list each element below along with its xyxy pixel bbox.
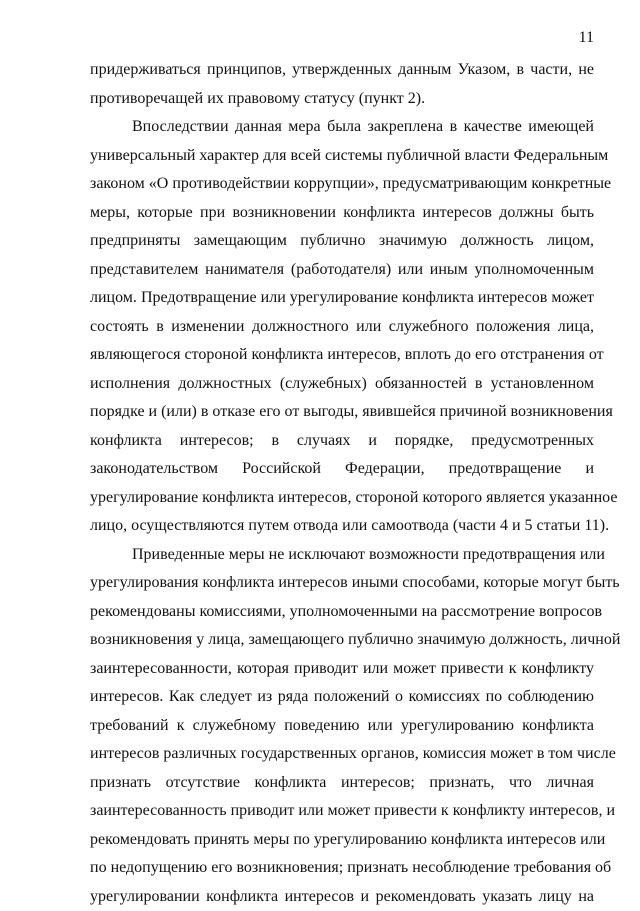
document-body <box>90 56 594 911</box>
text-line: урегулировании конфликта интересов и рекомендовать указать лицу на <box>90 883 594 911</box>
text-line: конфликта интересов; в случаях и порядке, предусмотренных <box>90 427 594 456</box>
text-line: заинтересованности, которая приводит или может привести к конфликту <box>90 655 594 684</box>
text-line: признать отсутствие конфликта интересов; признать, что личная <box>90 769 594 798</box>
text-line: Приведенные меры не исключают возможности предотвращения или <box>90 541 594 570</box>
text-line: представителем нанимателя (работодателя) или иным уполномоченным <box>90 256 594 285</box>
text-line: порядке и (или) в отказе его от выгоды, явившейся причиной возникновения <box>90 398 594 427</box>
text-line: рекомендовать принять меры по урегулированию конфликта интересов или <box>90 826 594 855</box>
text-line: придерживаться принципов, утвержденных данным Указом, в части, не <box>90 56 594 85</box>
text-line: являющегося стороной конфликта интересов, вплоть до его отстранения от <box>90 341 594 370</box>
text-line: возникновения у лица, замещающего публично значимую должность, личной <box>90 626 594 655</box>
text-line: рекомендованы комиссиями, уполномоченными на рассмотрение вопросов <box>90 598 594 627</box>
text-line: по недопущению его возникновения; признать несоблюдение требования об <box>90 854 594 883</box>
text-line: состоять в изменении должностного или служебного положения лица, <box>90 313 594 342</box>
text-line: лицо, осуществляются путем отвода или самоотвода (части 4 и 5 статьи 11). <box>90 512 594 541</box>
text-line: интересов различных государственных органов, комиссия может в том числе <box>90 740 594 769</box>
text-line: интересов. Как следует из ряда положений о комиссиях по соблюдению <box>90 683 594 712</box>
text-line: законом «О противодействии коррупции», предусматривающим конкретные <box>90 170 594 199</box>
text-line: законодательством Российской Федерации, предотвращение и <box>90 455 594 484</box>
text-line: исполнения должностных (служебных) обязанностей в установленном <box>90 370 594 399</box>
text-line: заинтересованность приводит или может привести к конфликту интересов, и <box>90 797 594 826</box>
page-number: 11 <box>579 28 594 48</box>
text-line: Впоследствии данная мера была закреплена в качестве имеющей <box>90 113 594 142</box>
text-line: урегулирование конфликта интересов, стороной которого является указанное <box>90 484 594 513</box>
text-line: противоречащей их правовому статусу (пункт 2). <box>90 85 594 114</box>
text-line: урегулирования конфликта интересов иными способами, которые могут быть <box>90 569 594 598</box>
text-line: универсальный характер для всей системы публичной власти Федеральным <box>90 142 594 171</box>
text-line: предприняты замещающим публично значимую должность лицом, <box>90 227 594 256</box>
text-line: лицом. Предотвращение или урегулирование конфликта интересов может <box>90 284 594 313</box>
text-line: меры, которые при возникновении конфликта интересов должны быть <box>90 199 594 228</box>
text-line: требований к служебному поведению или урегулированию конфликта <box>90 712 594 741</box>
